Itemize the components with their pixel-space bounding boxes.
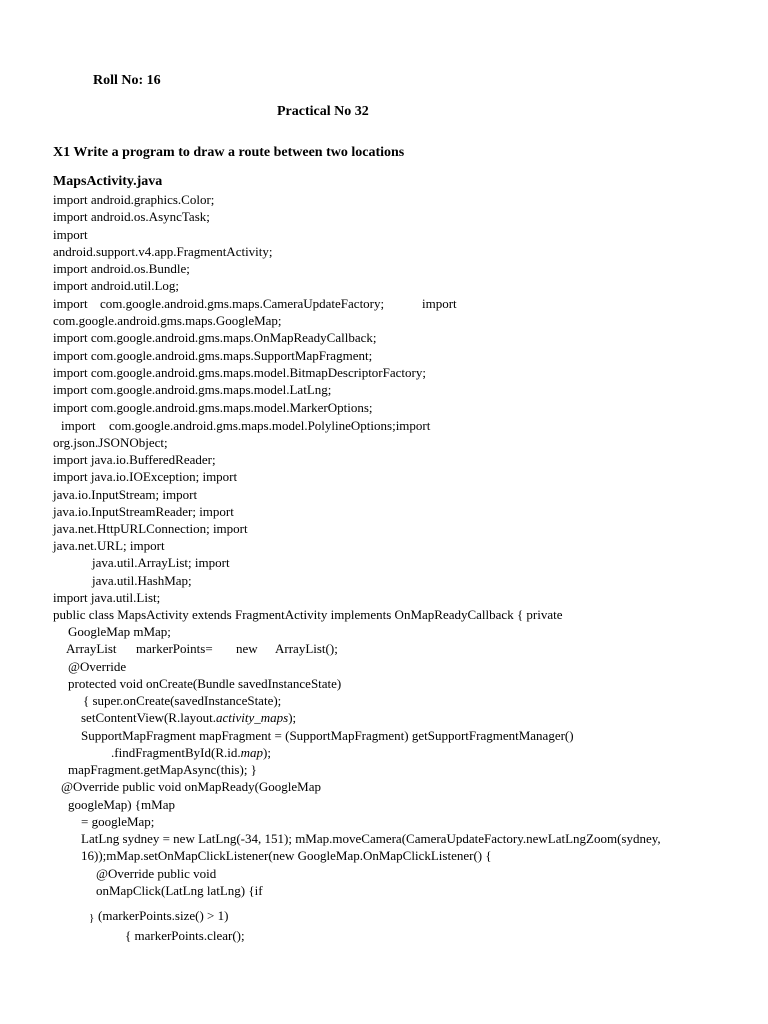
code-line: import — [422, 296, 457, 311]
code-line: import — [53, 227, 88, 242]
code-line: import android.os.AsyncTask; — [53, 209, 210, 224]
code-line: java.io.InputStream; import — [53, 487, 198, 502]
code-line: (markerPoints.size() > 1) — [98, 908, 229, 923]
code-line: LatLng sydney = new LatLng(-34, 151); mMap.moveCamera(CameraUpdateFactory.newLatLngZoom(sydney, — [81, 831, 661, 846]
code-line: import com.google.android.gms.maps.SupportMapFragment; — [53, 348, 373, 363]
code-line: java.net.URL; import — [53, 538, 165, 553]
code-line: mapFragment.getMapAsync(this); } — [68, 762, 257, 777]
code-line: import java.util.List; — [53, 590, 161, 605]
code-line: markerPoints= — [136, 641, 213, 656]
code-line: public class MapsActivity extends FragmentActivity implements OnMapReadyCallback { private — [53, 607, 563, 622]
code-line: ArrayList(); — [275, 641, 338, 656]
code-line: import com.google.android.gms.maps.model.BitmapDescriptorFactory; — [53, 365, 426, 380]
code-line: { super.onCreate(savedInstanceState); — [83, 693, 282, 708]
code-line: 16));mMap.setOnMapClickListener(new GoogleMap.OnMapClickListener() { — [81, 848, 492, 863]
code-line: org.json.JSONObject; — [53, 435, 168, 450]
code-line: import android.os.Bundle; — [53, 261, 190, 276]
code-line: import com.google.android.gms.maps.model.MarkerOptions; — [53, 400, 373, 415]
code-line: java.util.ArrayList; import — [92, 555, 230, 570]
code-line: java.io.InputStreamReader; import — [53, 504, 234, 519]
code-line: import java.io.IOException; import — [53, 469, 238, 484]
roll-number: Roll No: 16 — [93, 73, 161, 88]
code-line: setContentView(R.layout.activity_maps); — [81, 710, 297, 725]
code-line: android.support.v4.app.FragmentActivity; — [53, 244, 273, 259]
code-line: @Override — [68, 659, 127, 674]
code-line: onMapClick(LatLng latLng) {if — [96, 883, 263, 898]
code-line: } — [89, 912, 95, 924]
code-line: com.google.android.gms.maps.CameraUpdateFactory; — [100, 296, 385, 311]
code-line: SupportMapFragment mapFragment = (SupportMapFragment) getSupportFragmentManager() — [81, 728, 574, 743]
code-line: java.net.HttpURLConnection; import — [53, 521, 248, 536]
code-line: ArrayList — [66, 641, 117, 656]
code-line: import java.io.BufferedReader; — [53, 452, 216, 467]
file-name-heading: MapsActivity.java — [53, 174, 163, 189]
code-line: @Override public void — [96, 866, 217, 881]
code-line: com.google.android.gms.maps.model.PolylineOptions;import — [109, 418, 431, 433]
code-line: import com.google.android.gms.maps.model.LatLng; — [53, 382, 332, 397]
code-line: com.google.android.gms.maps.GoogleMap; — [53, 313, 282, 328]
code-line: import — [53, 296, 88, 311]
code-line: GoogleMap mMap; — [68, 624, 171, 639]
code-line: .findFragmentById(R.id.map); — [111, 745, 271, 760]
code-line: import android.util.Log; — [53, 278, 180, 293]
code-line: import android.graphics.Color; — [53, 192, 215, 207]
question-heading: X1 Write a program to draw a route between two locations — [53, 145, 405, 160]
code-line: protected void onCreate(Bundle savedInstanceState) — [68, 676, 342, 691]
code-line: @Override public void onMapReady(GoogleMap — [61, 779, 321, 794]
code-line: java.util.HashMap; — [92, 573, 192, 588]
code-line: = googleMap; — [81, 814, 155, 829]
code-line: new — [236, 641, 258, 656]
code-line: import com.google.android.gms.maps.OnMapReadyCallback; — [53, 330, 377, 345]
code-line: { markerPoints.clear(); — [125, 928, 245, 943]
code-line: googleMap) {mMap — [68, 797, 175, 812]
practical-title: Practical No 32 — [277, 104, 369, 119]
code-line: import — [61, 418, 96, 433]
